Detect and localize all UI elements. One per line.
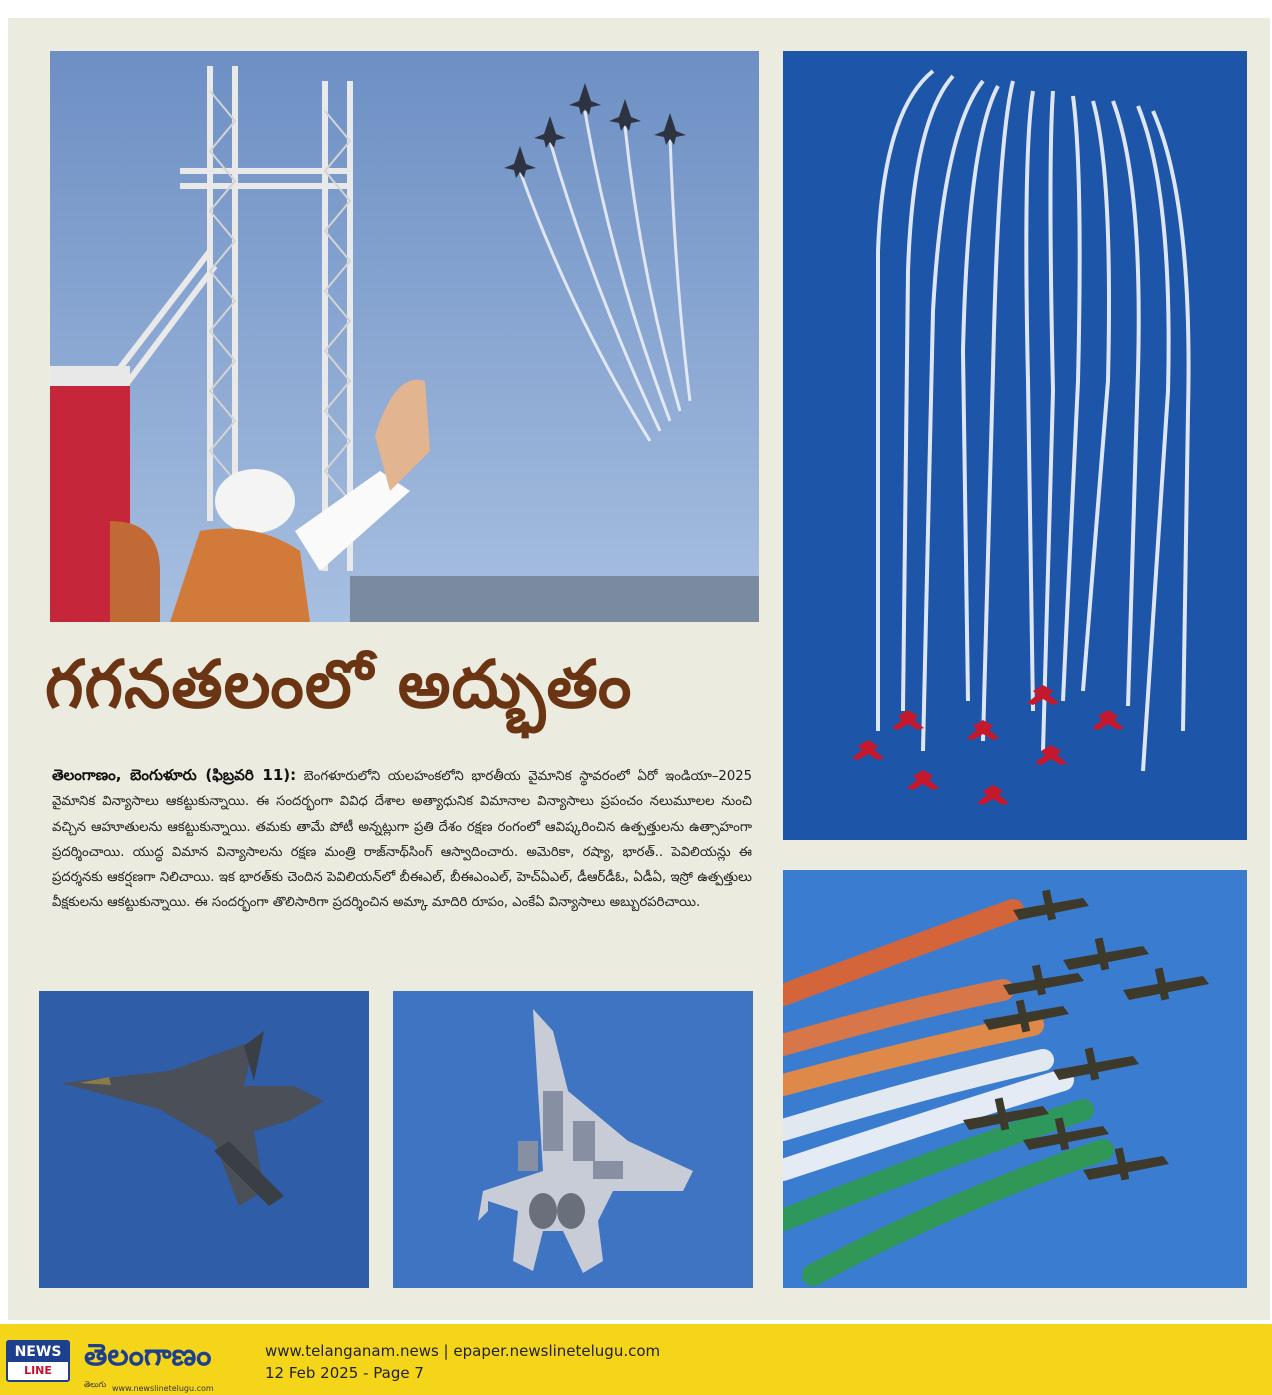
photo-su57-jet	[393, 991, 753, 1288]
photo-smoke-trails	[783, 51, 1247, 840]
headline: గగనతలంలో అద్భుతం	[45, 646, 633, 723]
photo-tricolor-formation	[783, 870, 1247, 1288]
logo-news-bottom: LINE	[24, 1364, 52, 1377]
telanganam-logo[interactable]: తెలంగాణం	[84, 1338, 212, 1373]
photo-f35-jet	[39, 991, 369, 1288]
article-text: బెంగళూరులోని యలహంకలోని భారతీయ వైమానిక స్థావరంలో ఏరో ఇండియా–2025 వైమానిక విన్యాసాలు ఆకట్టుకున్నాయి. ఈ సందర్భంగా వివిధ దేశాల అత్యాధునిక విమానాల విన్యాసాలు ప్రపంచం నలుమూలల నుంచి వచ్చిన ఆహూతులను ఆకట్టుకున్నాయి. తమకు తామే పోటీ అన్నట్లుగా ప్రతి దేశం రక్షణ రంగంలో ఆవిష్కరించిన ఉత్పత్తులను ఉత్సాహంగా ప్రదర్శించాయి. యుద్ధ విమాన విన్యాసాలను రక్షణ మంత్రి రాజ్‌నాథ్‌సింగ్ ఆస్వాదించారు. అమెరికా, రష్యా, భారత్.. పెవిలియన్లు ఈ ప్రదర్శనకు ఆకర్షణగా నిలిచాయి. ఇక భారత్‌కు చెందిన పెవిలియన్‌లో బీఈఎల్, బీఈఎంఎల్, హెచ్‌ఏఎల్, డీఆర్‌డీఓ, ఏడీఏ, ఇస్రో ఉత్పత్తులు వీక్షకులను ఆకట్టుకున్నాయి. ఈ సందర్భంగా తొలిసారిగా ప్రదర్శించిన అమ్కా మాదిరి రూపం, ఎంకేఏ విన్యాసాలు అబ్బురపరిచాయి.	[52, 769, 752, 911]
photo-minister-waving	[50, 51, 759, 622]
article-body	[52, 763, 752, 916]
logo-subtitle: తెలుగు	[84, 1380, 107, 1389]
newsline-logo[interactable]	[6, 1340, 70, 1382]
logo-website[interactable]: www.newslinetelugu.com	[112, 1384, 214, 1393]
footer-date-page: 12 Feb 2025 - Page 7	[265, 1364, 424, 1382]
dateline: తెలంగాణం, బెంగుళూరు (ఫిబ్రవరి 11):	[52, 766, 297, 784]
logo-news-top: NEWS	[8, 1342, 68, 1362]
footer-bar	[0, 1324, 1272, 1395]
footer-links[interactable]: www.telanganam.news | epaper.newslinetelugu.com	[265, 1342, 661, 1360]
